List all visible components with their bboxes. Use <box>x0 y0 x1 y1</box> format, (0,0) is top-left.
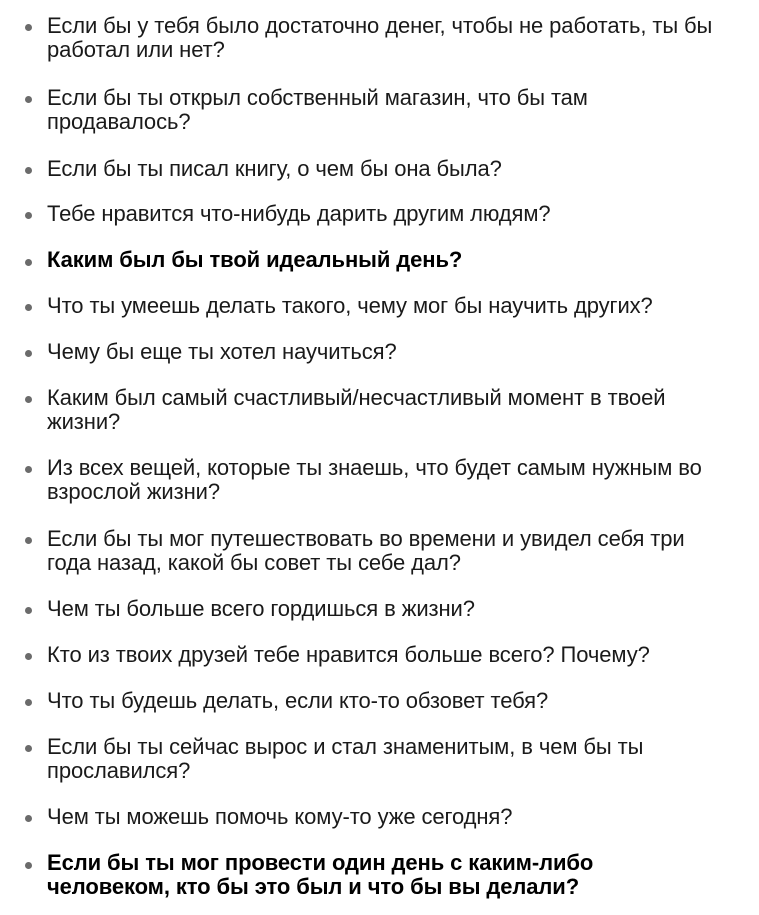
bullet-icon <box>25 745 32 752</box>
bullet-icon <box>25 607 32 614</box>
bullet-icon <box>25 396 32 403</box>
bullet-icon <box>25 96 32 103</box>
bullet-icon <box>25 24 32 31</box>
question-text: Если бы ты писал книгу, о чем бы она была? <box>47 156 502 181</box>
question-text: Тебе нравится что-нибудь дарить другим людям? <box>47 201 551 226</box>
question-text: Чем ты больше всего гордишься в жизни? <box>47 596 475 621</box>
question-text: Чем ты можешь помочь кому-то уже сегодня? <box>47 804 513 829</box>
bullet-icon <box>25 259 32 266</box>
question-text: Если бы ты мог провести один день с каким-либо человеком, кто бы это был и что бы вы делали? <box>47 850 594 899</box>
question-text: Что ты умеешь делать такого, чему мог бы научить других? <box>47 293 653 318</box>
question-text: Каким был самый счастливый/несчастливый момент в твоей жизни? <box>47 385 666 434</box>
question-text: Что ты будешь делать, если кто-то обзовет тебя? <box>47 688 549 713</box>
question-text: Каким был бы твой идеальный день? <box>47 247 463 272</box>
question-text: Чему бы еще ты хотел научиться? <box>47 339 397 364</box>
bullet-icon <box>25 167 32 174</box>
bullet-icon <box>25 350 32 357</box>
bullet-icon <box>25 862 32 869</box>
question-text: Если бы у тебя было достаточно денег, чтобы не работать, ты бы работал или нет? <box>47 13 713 62</box>
question-text: Если бы ты сейчас вырос и стал знаменитым, в чем бы ты прославился? <box>47 734 644 783</box>
question-text: Кто из твоих друзей тебе нравится больше всего? Почему? <box>47 642 650 667</box>
bullet-icon <box>25 815 32 822</box>
bullet-icon <box>25 699 32 706</box>
bullet-icon <box>25 537 32 544</box>
question-text: Если бы ты мог путешествовать во времени и увидел себя три года назад, какой бы совет ты себе дал? <box>47 526 685 575</box>
bullet-icon <box>25 466 32 473</box>
question-text: Если бы ты открыл собственный магазин, что бы там продавалось? <box>47 85 588 134</box>
bullet-icon <box>25 653 32 660</box>
bullet-icon <box>25 304 32 311</box>
bullet-icon <box>25 212 32 219</box>
question-text: Из всех вещей, которые ты знаешь, что будет самым нужным во взрослой жизни? <box>47 455 702 504</box>
